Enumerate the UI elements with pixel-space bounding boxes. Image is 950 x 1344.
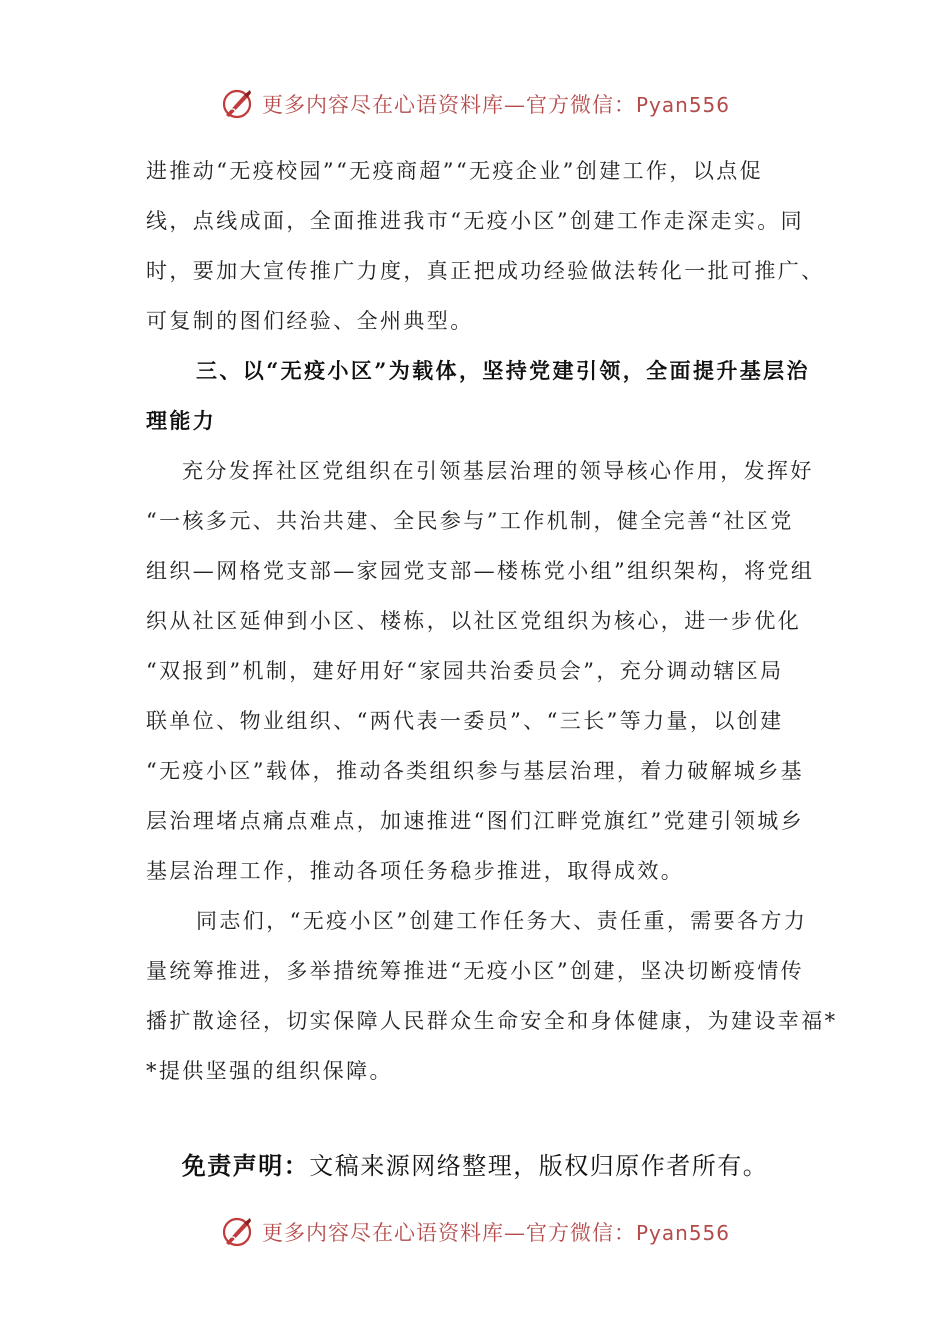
wechat-id: Pyan556 <box>635 93 730 117</box>
quill-pen-logo-icon <box>220 87 254 121</box>
paragraph-line: 量统筹推进，多举措统筹推进“无疫小区”创建，坚决切断疫情传 <box>146 959 805 983</box>
paragraph-line: 织从社区延伸到小区、楼栋，以社区党组织为核心，进一步优化 <box>146 609 802 633</box>
paragraph-line: 层治理堵点痛点难点，加速推进“图们江畔党旗红”党建引领城乡 <box>146 809 805 833</box>
paragraph-line: 充分发挥社区党组织在引领基层治理的领导核心作用，发挥好 <box>182 459 814 483</box>
disclaimer <box>0 1146 950 1181</box>
paragraph-line: 同志们，“无疫小区”创建工作任务大、责任重，需要各方力 <box>196 909 808 933</box>
paragraph-line: 播扩散途径，切实保障人民群众生命安全和身体健康，为建设幸福* <box>146 1009 838 1033</box>
header-banner <box>0 84 950 124</box>
banner-text: 更多内容尽在心语资料库—官方微信：Pyan556 <box>261 93 730 117</box>
footer-banner <box>0 1212 950 1252</box>
paragraph-line: *提供坚强的组织保障。 <box>146 1059 393 1083</box>
paragraph-line: “一核多元、共治共建、全民参与”工作机制，健全完善“社区党 <box>146 509 794 533</box>
wechat-id: Pyan556 <box>635 1221 730 1245</box>
disclaimer-label: 免责声明： <box>181 1152 310 1180</box>
section-heading: 理能力 <box>146 408 217 433</box>
disclaimer-text: 文稿来源网络整理，版权归原作者所有。 <box>309 1152 769 1180</box>
paragraph-line: 进推动“无疫校园”“无疫商超”“无疫企业”创建工作，以点促 <box>146 159 764 183</box>
paragraph-line: 可复制的图们经验、全州典型。 <box>146 309 474 333</box>
paragraph-line: 组织—网格党支部—家园党支部—楼栋党小组”组织架构，将党组 <box>146 559 815 583</box>
paragraph-line: 线，点线成面，全面推进我市“无疫小区”创建工作走深走实。同 <box>146 209 805 233</box>
section-heading: 三、以“无疫小区”为载体，坚持党建引领，全面提升基层治 <box>196 358 810 383</box>
paragraph-line: 基层治理工作，推动各项任务稳步推进，取得成效。 <box>146 859 685 883</box>
paragraph-line: “无疫小区”载体，推动各类组织参与基层治理，着力破解城乡基 <box>146 759 805 783</box>
quill-pen-logo-icon <box>220 1215 254 1249</box>
banner-text: 更多内容尽在心语资料库—官方微信：Pyan556 <box>261 1221 730 1245</box>
paragraph-line: 联单位、物业组织、“两代表一委员”、“三长”等力量，以创建 <box>146 709 784 733</box>
paragraph-line: “双报到”机制，建好用好“家园共治委员会”，充分调动辖区局 <box>146 659 784 683</box>
paragraph-line: 时，要加大宣传推广力度，真正把成功经验做法转化一批可推广、 <box>146 259 825 283</box>
